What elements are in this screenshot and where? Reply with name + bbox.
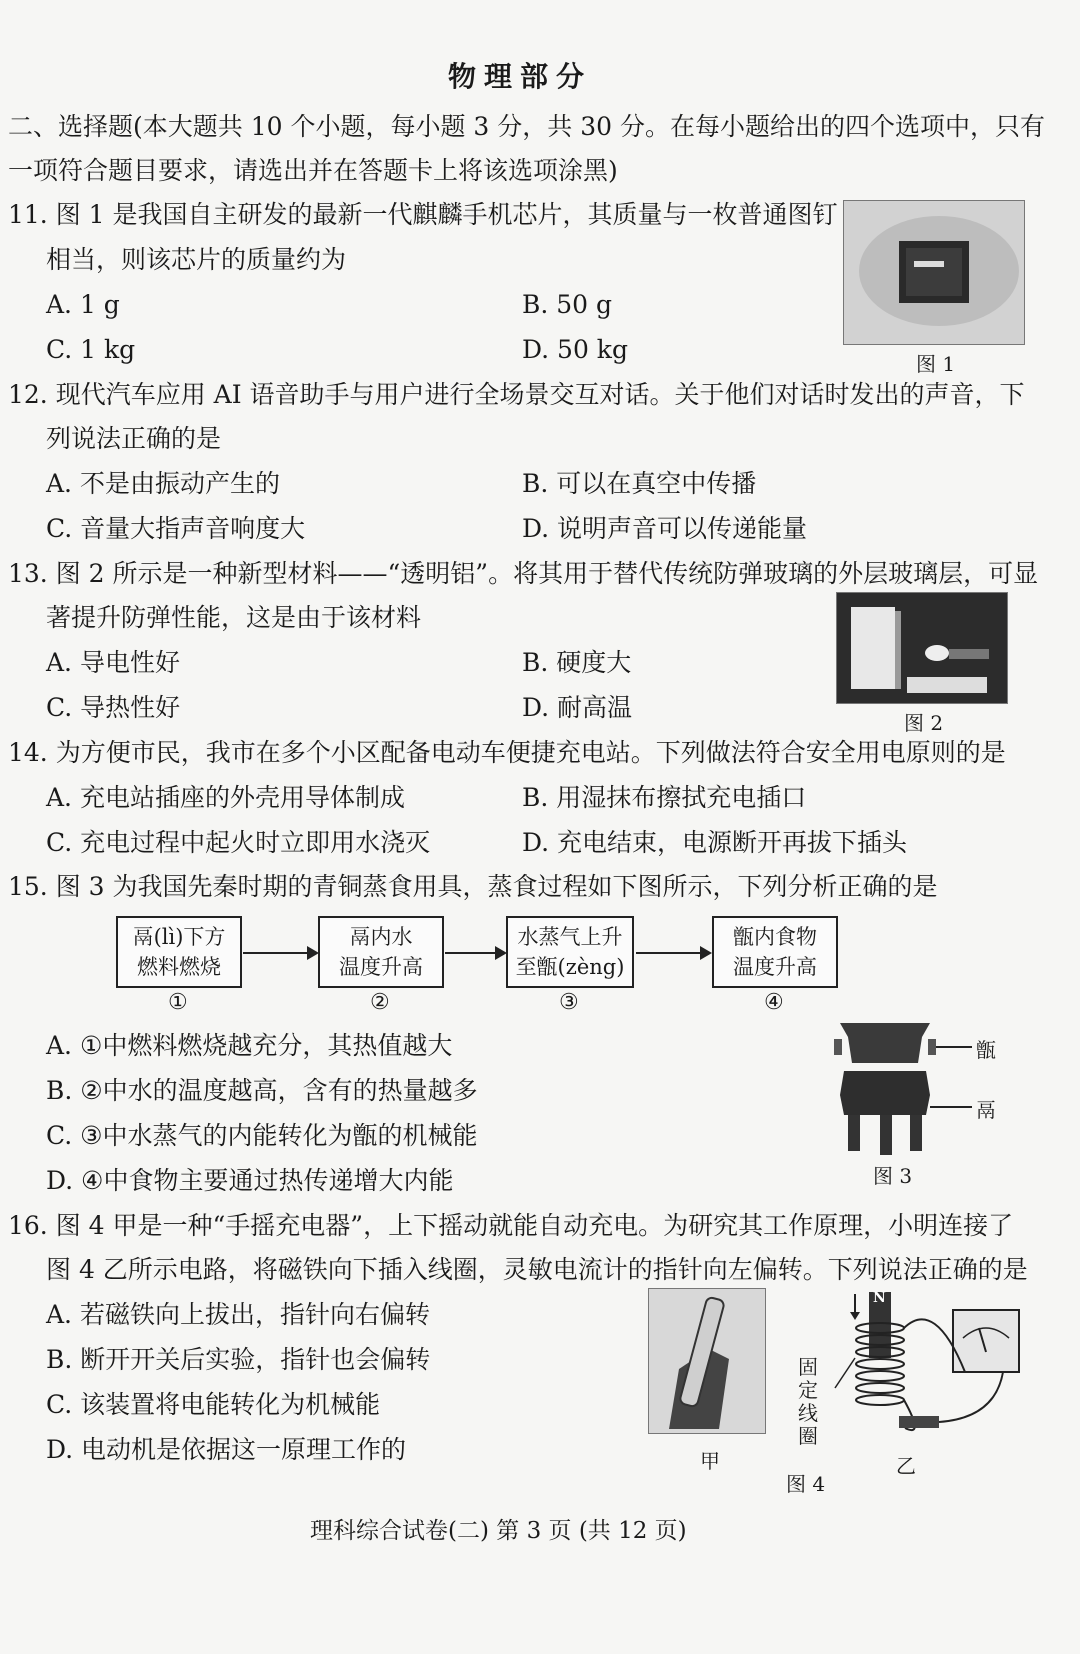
figure-3-caption: 图 3 [873, 1164, 913, 1188]
q14-option-a: A. 充电站插座的外壳用导体制成 [46, 783, 405, 812]
figure-2-caption: 图 2 [904, 711, 944, 735]
q14-option-b: B. 用湿抹布擦拭充电插口 [522, 783, 807, 812]
section-instructions-line2: 一项符合题目要求，请选出并在答题卡上将该选项涂黑) [8, 156, 618, 185]
magnet-north-pole-label: N [873, 1290, 886, 1306]
flow-step-4-line2: 温度升高 [733, 955, 817, 979]
q13-stem-line2: 著提升防弹性能，这是由于该材料 [46, 603, 422, 632]
q12-option-d: D. 说明声音可以传递能量 [522, 514, 808, 543]
label-zeng: 甑 [976, 1038, 996, 1062]
flow-arrow-1 [243, 952, 317, 954]
figure-1-caption: 图 1 [916, 352, 956, 376]
q16-stem-line2: 图 4 乙所示电路，将磁铁向下插入线圈，灵敏电流计的指针向左偏转。下列说法正确的是 [46, 1255, 1028, 1284]
q12-option-b: B. 可以在真空中传播 [522, 469, 757, 498]
q12-stem-line1: 12. 现代汽车应用 AI 语音助手与用户进行全场景交互对话。关于他们对话时发出的声音，下 [8, 380, 1025, 409]
q14-option-d: D. 充电结束，电源断开再拔下插头 [522, 828, 908, 857]
q16-option-d: D. 电动机是依据这一原理工作的 [46, 1435, 407, 1464]
flow-step-1-number: ① [168, 990, 188, 1015]
transparent-aluminum-illustration [837, 593, 1007, 703]
chip-photo-illustration [844, 201, 1024, 344]
q14-option-c: C. 充电过程中起火时立即用水浇灭 [46, 828, 431, 857]
flow-step-2-number: ② [370, 990, 390, 1015]
flow-step-3-number: ③ [559, 990, 579, 1015]
q15-option-c: C. ③中水蒸气的内能转化为甑的机械能 [46, 1121, 478, 1150]
q16-option-c: C. 该装置将电能转化为机械能 [46, 1390, 381, 1419]
label-li: 鬲 [976, 1098, 996, 1122]
figure-2-transparent-aluminum-photo [836, 592, 1008, 704]
flow-step-1-line1: 鬲(lì)下方 [132, 925, 226, 949]
figure-4-hand-charger-photo [648, 1288, 766, 1434]
flow-step-2 [318, 916, 444, 988]
figure-4-caption: 图 4 [786, 1472, 826, 1496]
q11-option-a: A. 1 g [46, 290, 120, 319]
q11-option-c: C. 1 kg [46, 335, 136, 364]
label-jia: 甲 [700, 1449, 720, 1473]
q16-option-b: B. 断开开关后实验，指针也会偏转 [46, 1345, 431, 1374]
q13-option-c: C. 导热性好 [46, 693, 181, 722]
q15-option-a: A. ①中燃料燃烧越充分，其热值越大 [46, 1031, 453, 1060]
flow-step-3-line1: 水蒸气上升 [517, 925, 623, 949]
q14-stem: 14. 为方便市民，我市在多个小区配备电动车便捷充电站。下列做法符合安全用电原则的是 [8, 738, 1006, 767]
q13-option-b: B. 硬度大 [522, 648, 632, 677]
q11-option-d: D. 50 kg [522, 335, 628, 364]
flow-arrow-3 [636, 952, 710, 954]
figure-4-circuit-diagram [795, 1288, 1025, 1448]
flow-step-4 [712, 916, 838, 988]
q15-option-d: D. ④中食物主要通过热传递增大内能 [46, 1166, 454, 1195]
q11-stem-line2: 相当，则该芯片的质量约为 [46, 245, 347, 274]
flow-step-4-line1: 甑内食物 [733, 925, 817, 949]
q12-stem-line2: 列说法正确的是 [46, 424, 222, 453]
hand-charger-illustration [649, 1289, 765, 1433]
page-footer: 理科综合试卷(二) 第 3 页 (共 12 页) [310, 1518, 687, 1544]
flow-step-1-line2: 燃料燃烧 [137, 955, 221, 979]
circuit-illustration [795, 1288, 1025, 1448]
label-fixed-coil: 固定线圈 [798, 1355, 818, 1448]
q12-option-a: A. 不是由振动产生的 [46, 469, 280, 498]
flow-step-4-number: ④ [764, 990, 784, 1015]
page-title: 物理部分 [448, 60, 593, 93]
bronze-steamer-illustration [830, 1015, 1030, 1160]
flow-arrow-2 [445, 952, 505, 954]
flow-step-1 [116, 916, 242, 988]
q13-option-d: D. 耐高温 [522, 693, 633, 722]
flow-step-2-line2: 温度升高 [339, 955, 423, 979]
q16-stem-line1: 16. 图 4 甲是一种“手摇充电器”，上下摇动就能自动充电。为研究其工作原理，小明连接了 [8, 1211, 1014, 1240]
q13-stem-line1: 13. 图 2 所示是一种新型材料——“透明铝”。将其用于替代传统防弹玻璃的外层玻璃层，可显 [8, 559, 1039, 588]
q15-stem: 15. 图 3 为我国先秦时期的青铜蒸食用具，蒸食过程如下图所示，下列分析正确的是 [8, 872, 938, 901]
label-yi: 乙 [896, 1454, 916, 1478]
q11-stem-line1: 11. 图 1 是我国自主研发的最新一代麒麟手机芯片，其质量与一枚普通图钉 [8, 200, 838, 229]
figure-1-chip-photo [843, 200, 1025, 345]
q16-option-a: A. 若磁铁向上拔出，指针向右偏转 [46, 1300, 430, 1329]
q13-option-a: A. 导电性好 [46, 648, 180, 677]
section-instructions-line1: 二、选择题(本大题共 10 个小题，每小题 3 分，共 30 分。在每小题给出的四个选项中，只有 [8, 112, 1045, 141]
flow-step-3-line2: 至甑(zèng) [515, 955, 625, 979]
q11-option-b: B. 50 g [522, 290, 613, 319]
figure-3-bronze-steamer [830, 1015, 1030, 1160]
flow-step-3 [506, 916, 634, 988]
flow-step-2-line1: 鬲内水 [349, 925, 413, 949]
q15-option-b: B. ②中水的温度越高，含有的热量越多 [46, 1076, 478, 1105]
q12-option-c: C. 音量大指声音响度大 [46, 514, 306, 543]
